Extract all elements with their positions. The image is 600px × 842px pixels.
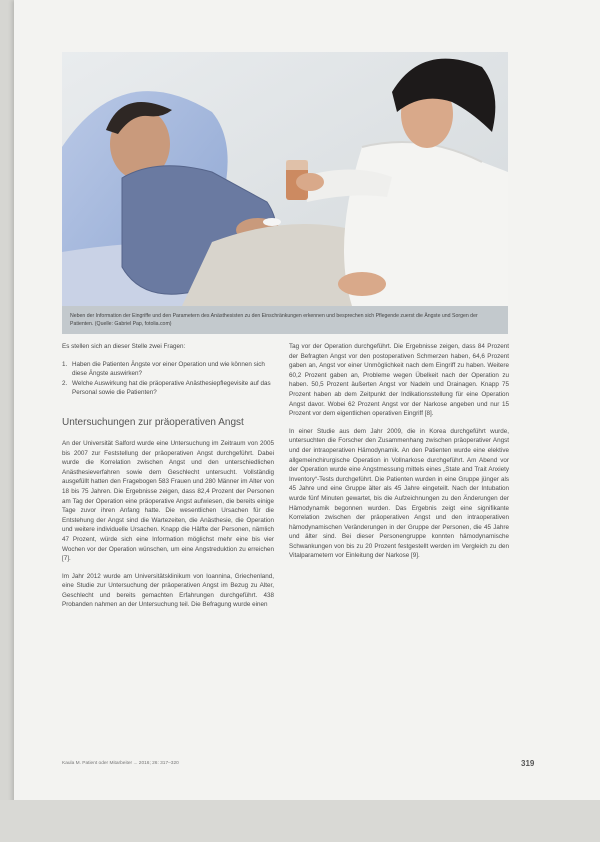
right-column	[289, 342, 509, 569]
questions-intro: Es stellen sich an dieser Stelle zwei Fragen:	[62, 343, 186, 350]
list-item-text: Welche Auswirkung hat die präoperative Anästhesiepflegevisite auf das Personal sowie die Patienten?	[72, 379, 271, 397]
questions-list	[62, 360, 274, 398]
list-item-text: Haben die Patienten Ängste vor einer Operation und wie können sich diese Ängste auswirken?	[72, 360, 265, 378]
figure-caption: Neben der Information der Eingriffe und den Parametern des Anästhesisten zu den Einschränkungen erkennen und besprechen sich Pflegende zuerst die Ängste und Sorgen der Patienten. (Quelle: Gabriel Pap, fotolia.com)	[62, 306, 508, 334]
list-item	[62, 379, 274, 398]
page-number: 319	[521, 759, 535, 768]
journal-footer: Kaula M. Patient oder Mitarbeiter ... 2016; 26: 317–320	[62, 761, 179, 766]
article-photo	[62, 52, 508, 306]
body-paragraph: In einer Studie aus dem Jahr 2009, die in Korea durchgeführt wurde, untersuchten die Forscher den Zusammenhang zwischen präoperativer Angst und der intraoperativen Hämodynamik. An den Patienten wurde eine elektive allgemeinchirurgische Operation in Vollnarkose durchgeführt. Am Abend vor der Operation wurde eine Angstmessung mittels eines „State and Trait Anxiety Inventory“-Tests durchgeführt. Die Patienten wurden in eine Gruppe jünger als 45 Jahre und eine Gruppe älter als 45 Jahre eingeteilt. Nach der Intubation wurde fünf Minuten gewartet, bis die Aufzeichnungen zu den Änderungen der Hämodynamik begonnen wurden. Das Ergebnis zeigt eine signifikante Korrelation zwischen der präoperativen Angst und den intraoperativen hämodynamischen Veränderungen in der Gruppe der Personen, die 45 Jahre und älter sind. Bei dieser Personengruppe konnten hämodynamische Schwankungen von bis zu 20 Prozent festgestellt werden im Vergleich zu den Vitalparametern vor Einleitung der Narkose [9].	[289, 427, 509, 560]
section-title: Untersuchungen zur präoperativen Angst	[62, 416, 244, 428]
list-item-number: 1.	[62, 360, 68, 368]
body-paragraph: Tag vor der Operation durchgeführt. Die Ergebnisse zeigen, dass 84 Prozent der Befragten Angst vor den postoperativen Schmerzen haben, 64,6 Prozent gaben an, Angst vor einer Unmöglichkeit nach dem Eingriff zu haben. Weitere 60,2 Prozent gaben an, Probleme wegen Übelkeit nach der Operation zu haben. 50,5 Prozent äußerten Angst vor Nadeln und Drainagen. Knapp 75 Prozent haben ab dem Zeitpunkt der Indikationsstellung für eine Operation Angst davor. Wobei 62 Prozent Angst vor der Narkose angeben und nur 15 Prozent vor dem eigentlichen operativen Eingriff [8].	[289, 343, 509, 418]
left-column	[62, 342, 274, 618]
body-paragraph: Im Jahr 2012 wurde am Universitätsklinikum von Ioannina, Griechenland, eine Studie zur Untersuchung der präoperativen Angst im Bezug zu Alter, Geschlecht und bereits gemachten Erfahrungen durchgeführt. 438 Probanden nahmen an der Untersuchung teil. Die Befragung wurde einen	[62, 572, 274, 609]
list-item-number: 2.	[62, 379, 68, 387]
list-item	[62, 360, 274, 379]
body-paragraph: An der Universität Salford wurde eine Untersuchung im Zeitraum von 2005 bis 2007 zur Feststellung der präoperativen Angst durchgeführt. Dabei wurde die Korrelation zwischen Angst und den unterschiedlichen Anästhesieverfahren sowie dem Geschlecht untersucht. Vollständig ausgefüllt hatten den Fragebogen 583 Frauen und 280 Männer im Alter von 18 bis 75 Jahren. Die Ergebnisse zeigen, dass 82,4 Prozent der Personen am Tag der Operation eine präoperative Angst aufwiesen, die bereits einige Tage zuvor ihren Anfang hatte. Die wesentlichen Ursachen für die Entstehung der Angst sind die Wartezeiten, die Anästhesie, die Operation und weitere individuelle Ursachen. Knapp die Hälfte der Personen, nämlich 47 Prozent, würde sich eine Information möglichst mehr eine bis vier Wochen vor der Operation wünschen, um eine Angstreduktion zu erreichen [7].	[62, 439, 274, 563]
scanner-margin	[0, 800, 600, 842]
